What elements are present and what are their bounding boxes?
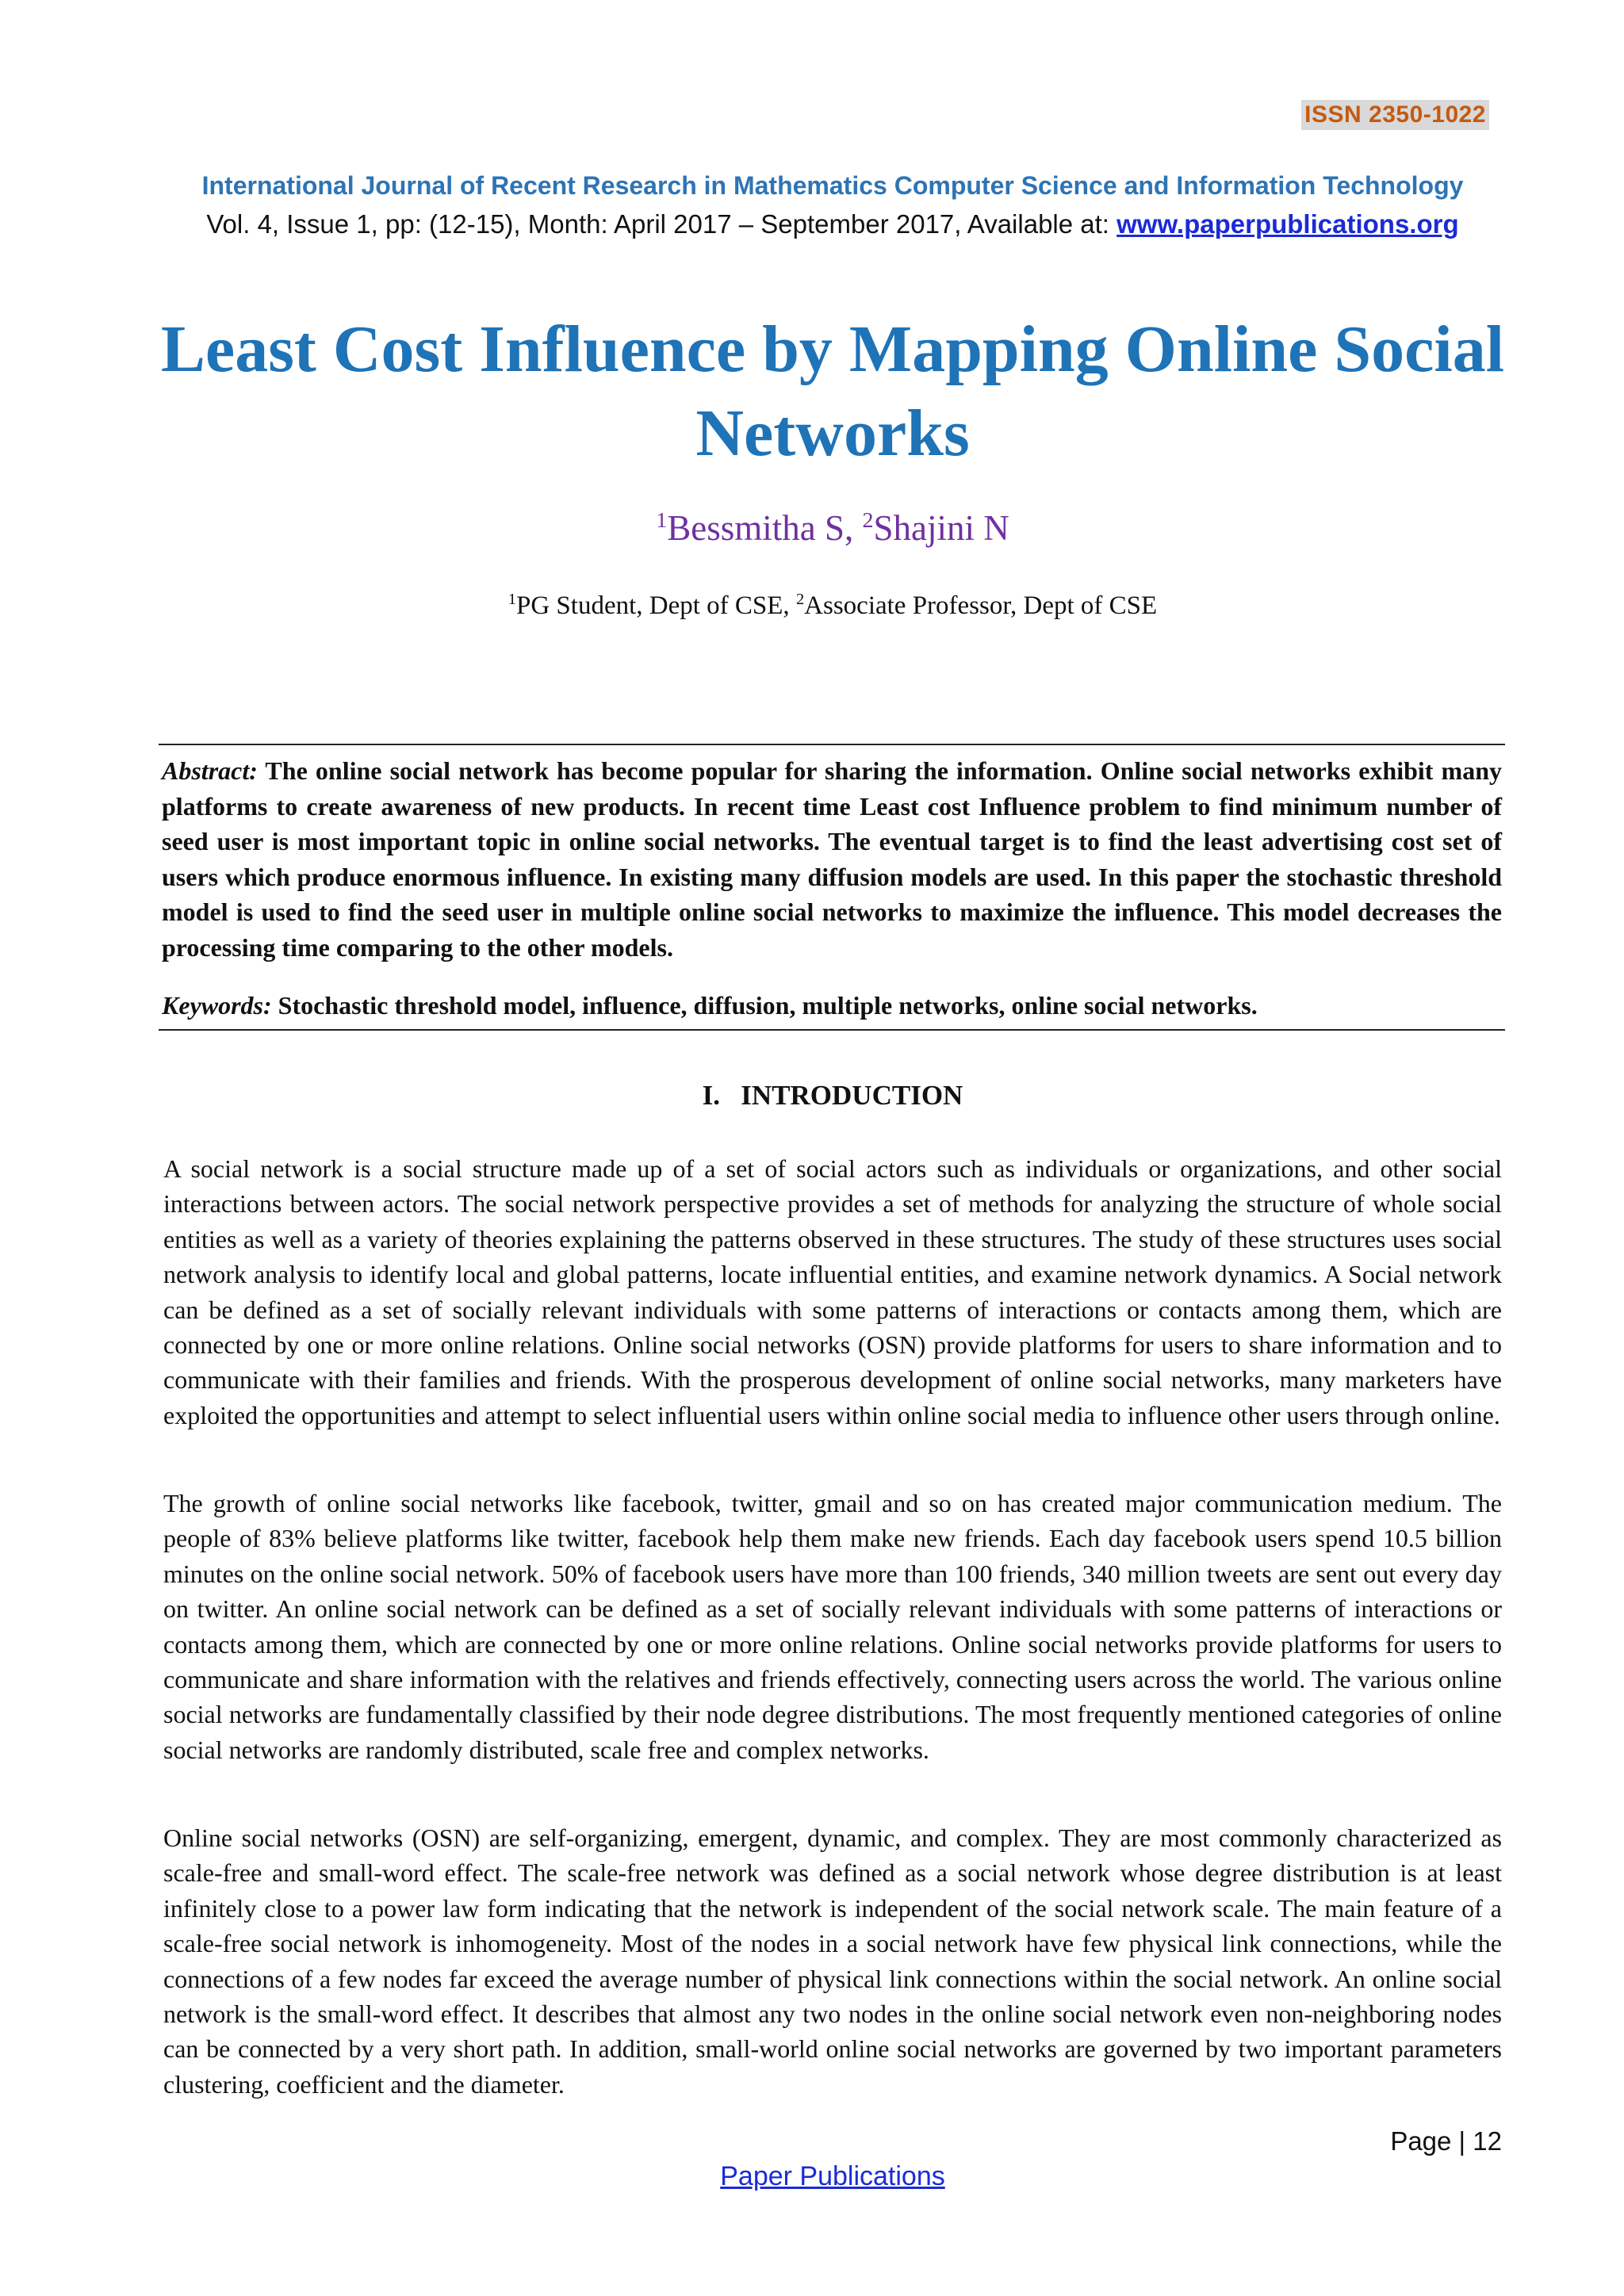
- author-superscript: 1: [656, 508, 668, 533]
- affiliation-line: [0, 591, 1624, 621]
- journal-name: International Journal of Recent Research in Mathematics Computer Science and Information Technology: [201, 171, 1464, 200]
- author-name: Shajini N: [873, 508, 1009, 548]
- author-superscript: 2: [862, 508, 874, 533]
- volume-info: Vol. 4, Issue 1, pp: (12-15), Month: April 2017 – September 2017, Available at:: [206, 209, 1117, 239]
- keywords-text: Stochastic threshold model, influence, diffusion, multiple networks, online social networks.: [271, 991, 1258, 1020]
- publisher-footer-link[interactable]: Paper Publications: [720, 2161, 945, 2191]
- abstract-text: The online social network has become popular for sharing the information. Online social networks exhibit many platforms to create awareness of new products. In recent time Least cost Influence problem to find minimum number of seed user is most important topic in online social networks. The eventual target is to find the least advertising cost set of users which produce enormous influence. In existing many diffusion models are used. In this paper the stochastic threshold model is used to find the seed user in multiple online social networks to maximize the influence. This model decreases the processing time comparing to the other models.: [162, 756, 1502, 962]
- author-name: Bessmitha S,: [667, 508, 863, 548]
- affiliation-text: PG Student, Dept of CSE,: [516, 591, 796, 620]
- affiliation-superscript: 1: [508, 591, 516, 608]
- author-list: [0, 507, 1624, 549]
- abstract-label: Abstract:: [162, 756, 258, 785]
- intro-paragraph-2: The growth of online social networks like facebook, twitter, gmail and so on has created major communication medium. The people of 83% believe platforms like twitter, facebook help them make new friends. Each day facebook users spend 10.5 billion minutes on the online social network. 50% of facebook users have more than 100 friends, 340 million tweets are sent out every day on twitter. An online social network can be defined as a set of socially relevant individuals with some patterns of interactions or contacts among them, which are connected by one or more online relations. Online social networks provide platforms for users to communicate and share information with the relatives and friends effectively, connecting users across the world. The various online social networks are fundamentally classified by their node degree distributions. The most frequently mentioned categories of online social networks are randomly distributed, scale free and complex networks.: [163, 1489, 1502, 1764]
- volume-line: [0, 209, 1624, 239]
- affiliation-text: Associate Professor, Dept of CSE: [804, 591, 1158, 620]
- section-heading: I. INTRODUCTION: [702, 1080, 963, 1111]
- journal-website-link[interactable]: www.paperpublications.org: [1116, 209, 1459, 239]
- page-number: Page | 12: [1390, 2126, 1502, 2156]
- intro-paragraph-3: Online social networks (OSN) are self-organizing, emergent, dynamic, and complex. They are most commonly characterized as scale-free and small-word effect. The scale-free network was defined as a social network whose degree distribution is at least infinitely close to a power law form indicating that the network is independent of the social network scale. The main feature of a scale-free social network is inhomogeneity. Most of the nodes in a social network have few physical link connections, while the connections of a few nodes far exceed the average number of physical link connections within the social network. An online social network is the small-word effect. It describes that almost any two nodes in the online social network even non-neighboring nodes can be connected by a very short path. In addition, small-world online social networks are governed by two important parameters clustering, coefficient and the diameter.: [163, 1823, 1502, 2099]
- affiliation-superscript: 2: [795, 591, 805, 608]
- issn-label: ISSN 2350-1022: [1301, 100, 1489, 130]
- keywords-label: Keywords:: [162, 991, 272, 1020]
- keywords-block: [162, 988, 1502, 1023]
- abstract-block: [162, 753, 1502, 965]
- abstract-bottom-rule: [159, 1029, 1505, 1031]
- paper-title: Least Cost Influence by Mapping Online Social Networks: [160, 312, 1505, 470]
- intro-paragraph-1: A social network is a social structure made up of a set of social actors such as individuals or organizations, and other social interactions between actors. The social network perspective provides a set of methods for analyzing the structure of whole social entities as well as a variety of theories explaining the patterns observed in these structures. The study of these structures uses social network analysis to identify local and global patterns, locate influential entities, and examine network dynamics. A Social network can be defined as a set of socially relevant individuals with some patterns of interactions or contacts among them, which are connected by one or more online relations. Online social networks (OSN) provide platforms for users to share information and to communicate with their families and friends. With the prosperous development of online social networks, many marketers have exploited the opportunities and attempt to select influential users within online social media to influence other users through online.: [163, 1154, 1502, 1429]
- abstract-top-rule: [159, 744, 1505, 745]
